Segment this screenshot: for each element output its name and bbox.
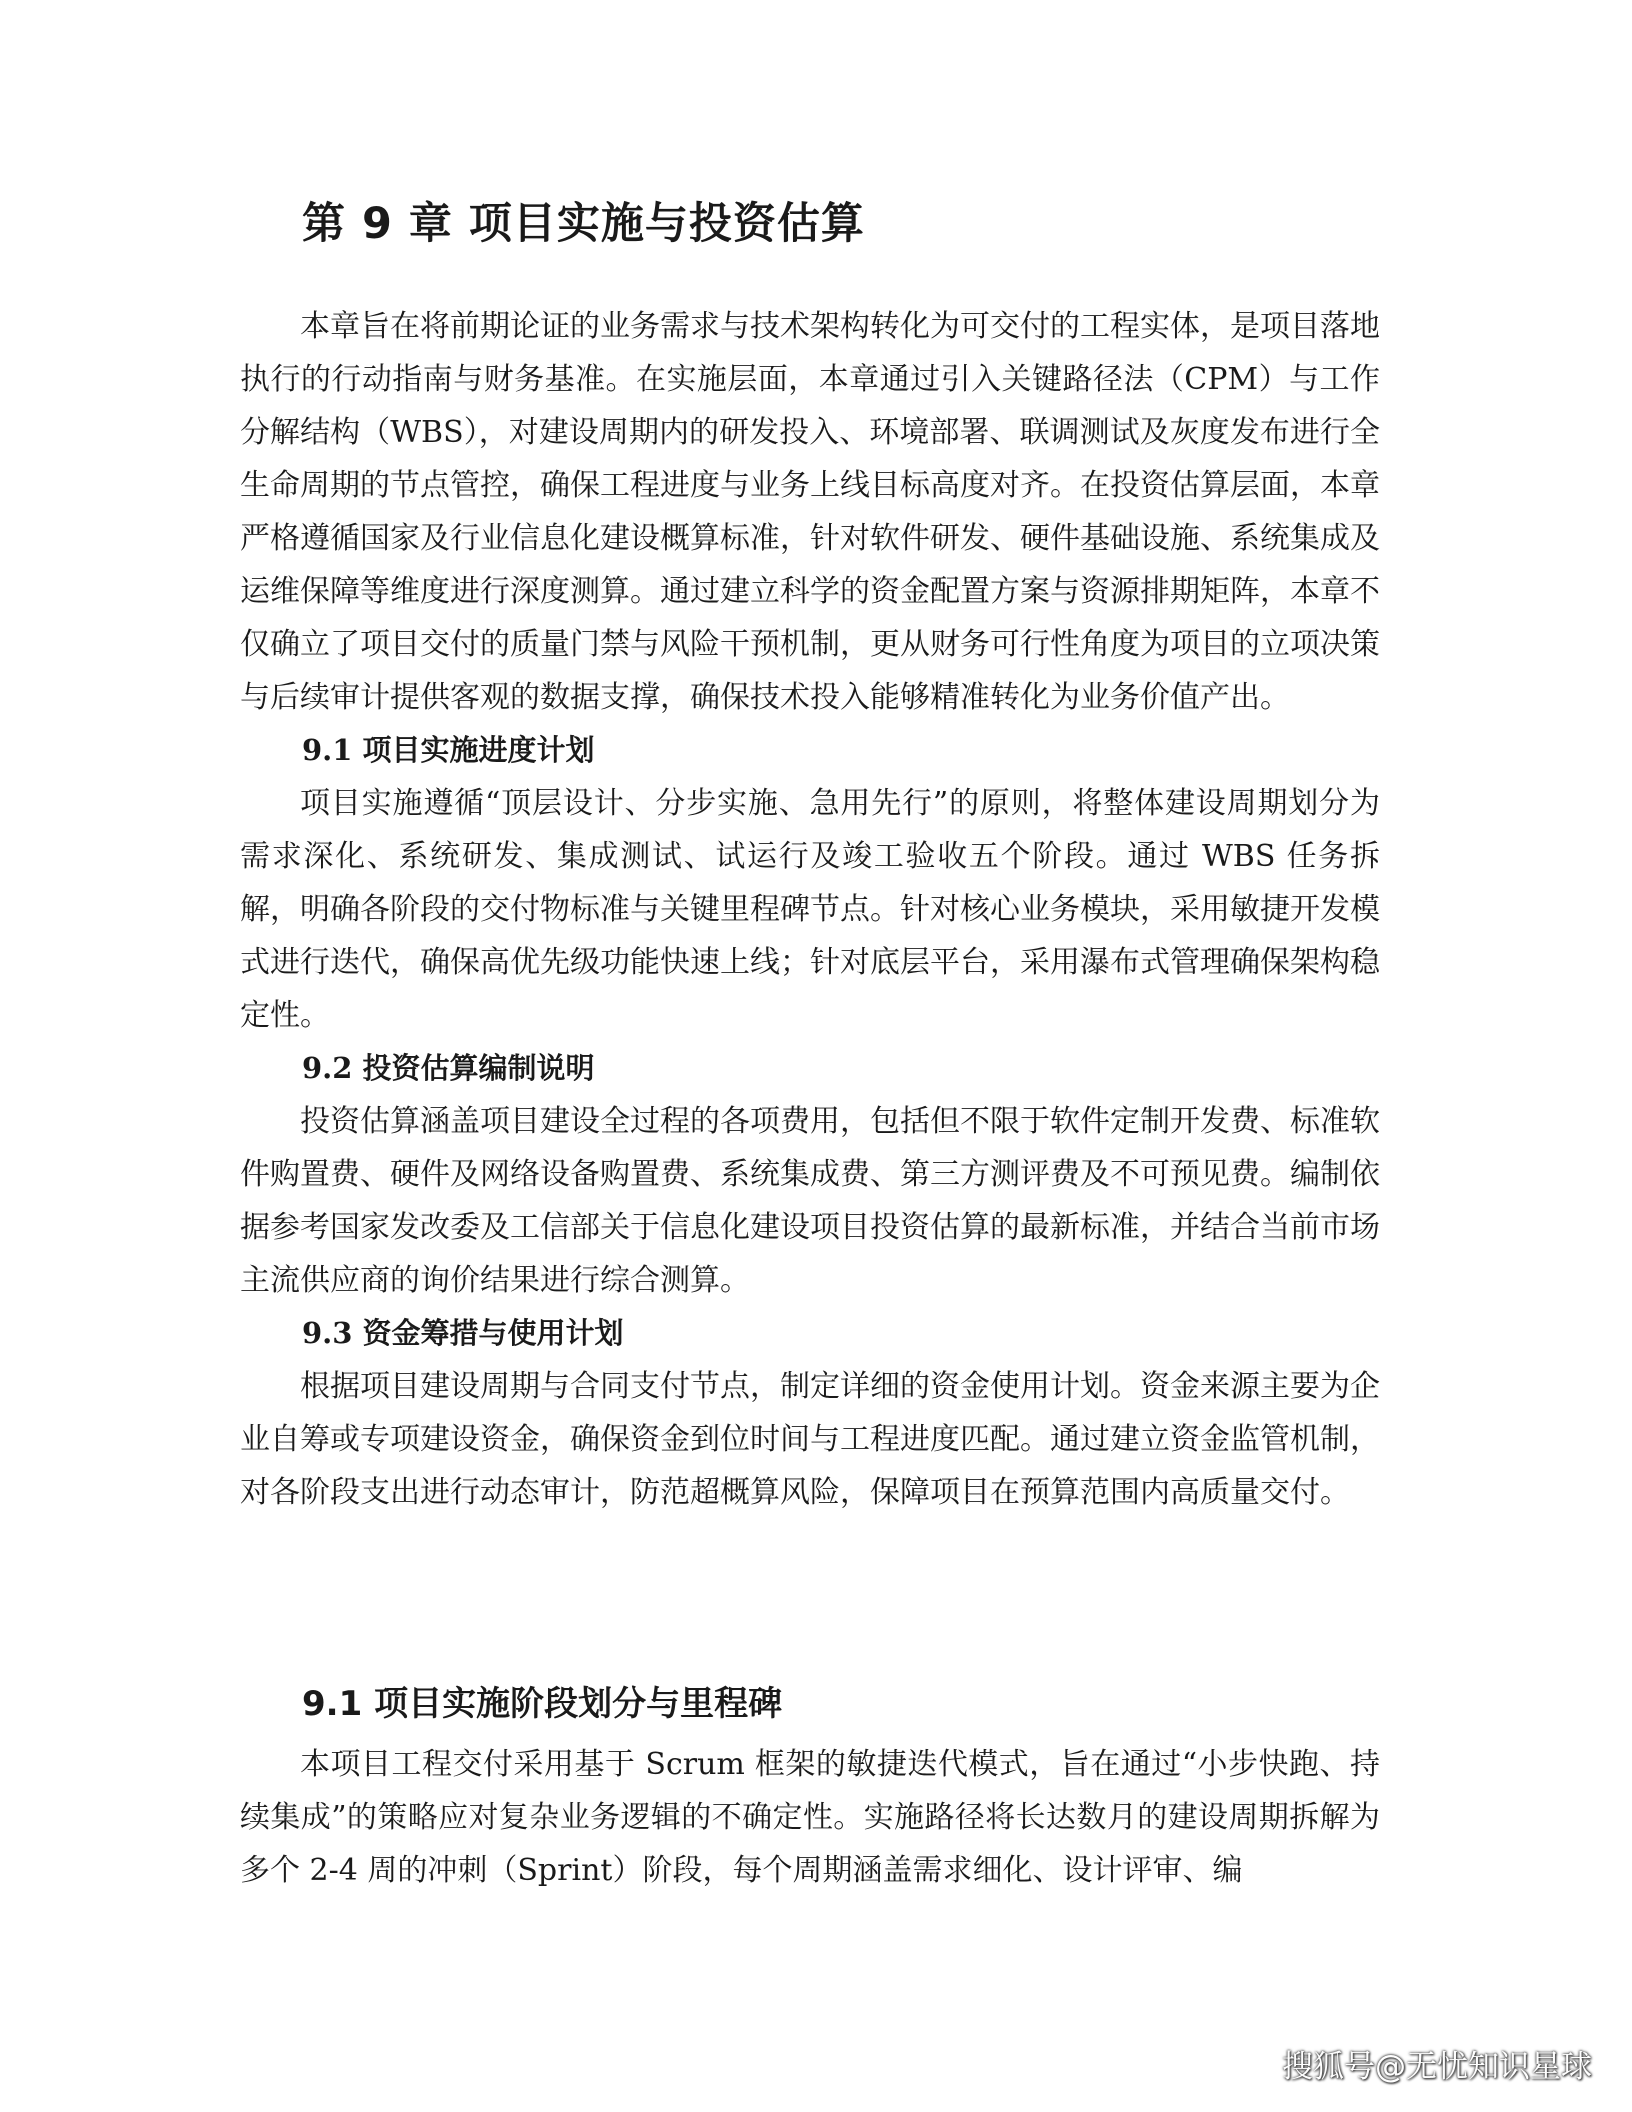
section-9-1-body — [240, 1738, 1380, 1897]
section-title-9-1: 9.1 项目实施阶段划分与里程碑 — [302, 1684, 783, 1724]
subsection-heading-9-1: 9.1 项目实施进度计划 — [302, 733, 595, 767]
subsection-paragraph-9-2: 投资估算涵盖项目建设全过程的各项费用，包括但不限于软件定制开发费、标准软件购置费、硬件及网络设备购置费、系统集成费、第三方测评费及不可预见费。编制依据参考国家发改委及工信部关于信息化建设项目投资估算的最新标准，并结合当前市场主流供应商的询价结果进行综合测算。 — [240, 1104, 1380, 1298]
watermark-text: 搜狐号@无忧知识星球 — [1282, 2049, 1592, 2085]
subsection-paragraph-9-1: 项目实施遵循“顶层设计、分步实施、急用先行”的原则，将整体建设周期划分为需求深化、系统研发、集成测试、试运行及竣工验收五个阶段。通过 WBS 任务拆解，明确各阶段的交付物标准与关键里程碑节点。针对核心业务模块，采用敏捷开发模式进行迭代，确保高优先级功能快速上线；针对底层平台，采用瀑布式管理确保架构稳定性。 — [240, 786, 1380, 1033]
chapter-title: 第 9 章 项目实施与投资估算 — [302, 199, 865, 249]
section-9-1-paragraph: 本项目工程交付采用基于 Scrum 框架的敏捷迭代模式，旨在通过“小步快跑、持续集成”的策略应对复杂业务逻辑的不确定性。实施路径将长达数月的建设周期拆解为多个 2-4 周的冲刺（Sprint）阶段，每个周期涵盖需求细化、设计评审、编 — [240, 1747, 1380, 1888]
subsection-heading-9-3: 9.3 资金筹措与使用计划 — [302, 1316, 624, 1350]
subsection-paragraph-9-3: 根据项目建设周期与合同支付节点，制定详细的资金使用计划。资金来源主要为企业自筹或专项建设资金，确保资金到位时间与工程进度匹配。通过建立资金监管机制，对各阶段支出进行动态审计，防范超概算风险，保障项目在预算范围内高质量交付。 — [240, 1369, 1380, 1510]
chapter-intro-paragraph: 本章旨在将前期论证的业务需求与技术架构转化为可交付的工程实体，是项目落地执行的行动指南与财务基准。在实施层面，本章通过引入关键路径法（CPM）与工作分解结构（WBS），对建设周期内的研发投入、环境部署、联调测试及灰度发布进行全生命周期的节点管控，确保工程进度与业务上线目标高度对齐。在投资估算层面，本章严格遵循国家及行业信息化建设概算标准，针对软件研发、硬件基础设施、系统集成及运维保障等维度进行深度测算。通过建立科学的资金配置方案与资源排期矩阵，本章不仅确立了项目交付的质量门禁与风险干预机制，更从财务可行性角度为项目的立项决策与后续审计提供客观的数据支撑，确保技术投入能够精准转化为业务价值产出。 — [240, 309, 1380, 715]
chapter-body — [240, 300, 1380, 1519]
subsection-heading-9-2: 9.2 投资估算编制说明 — [302, 1051, 595, 1085]
